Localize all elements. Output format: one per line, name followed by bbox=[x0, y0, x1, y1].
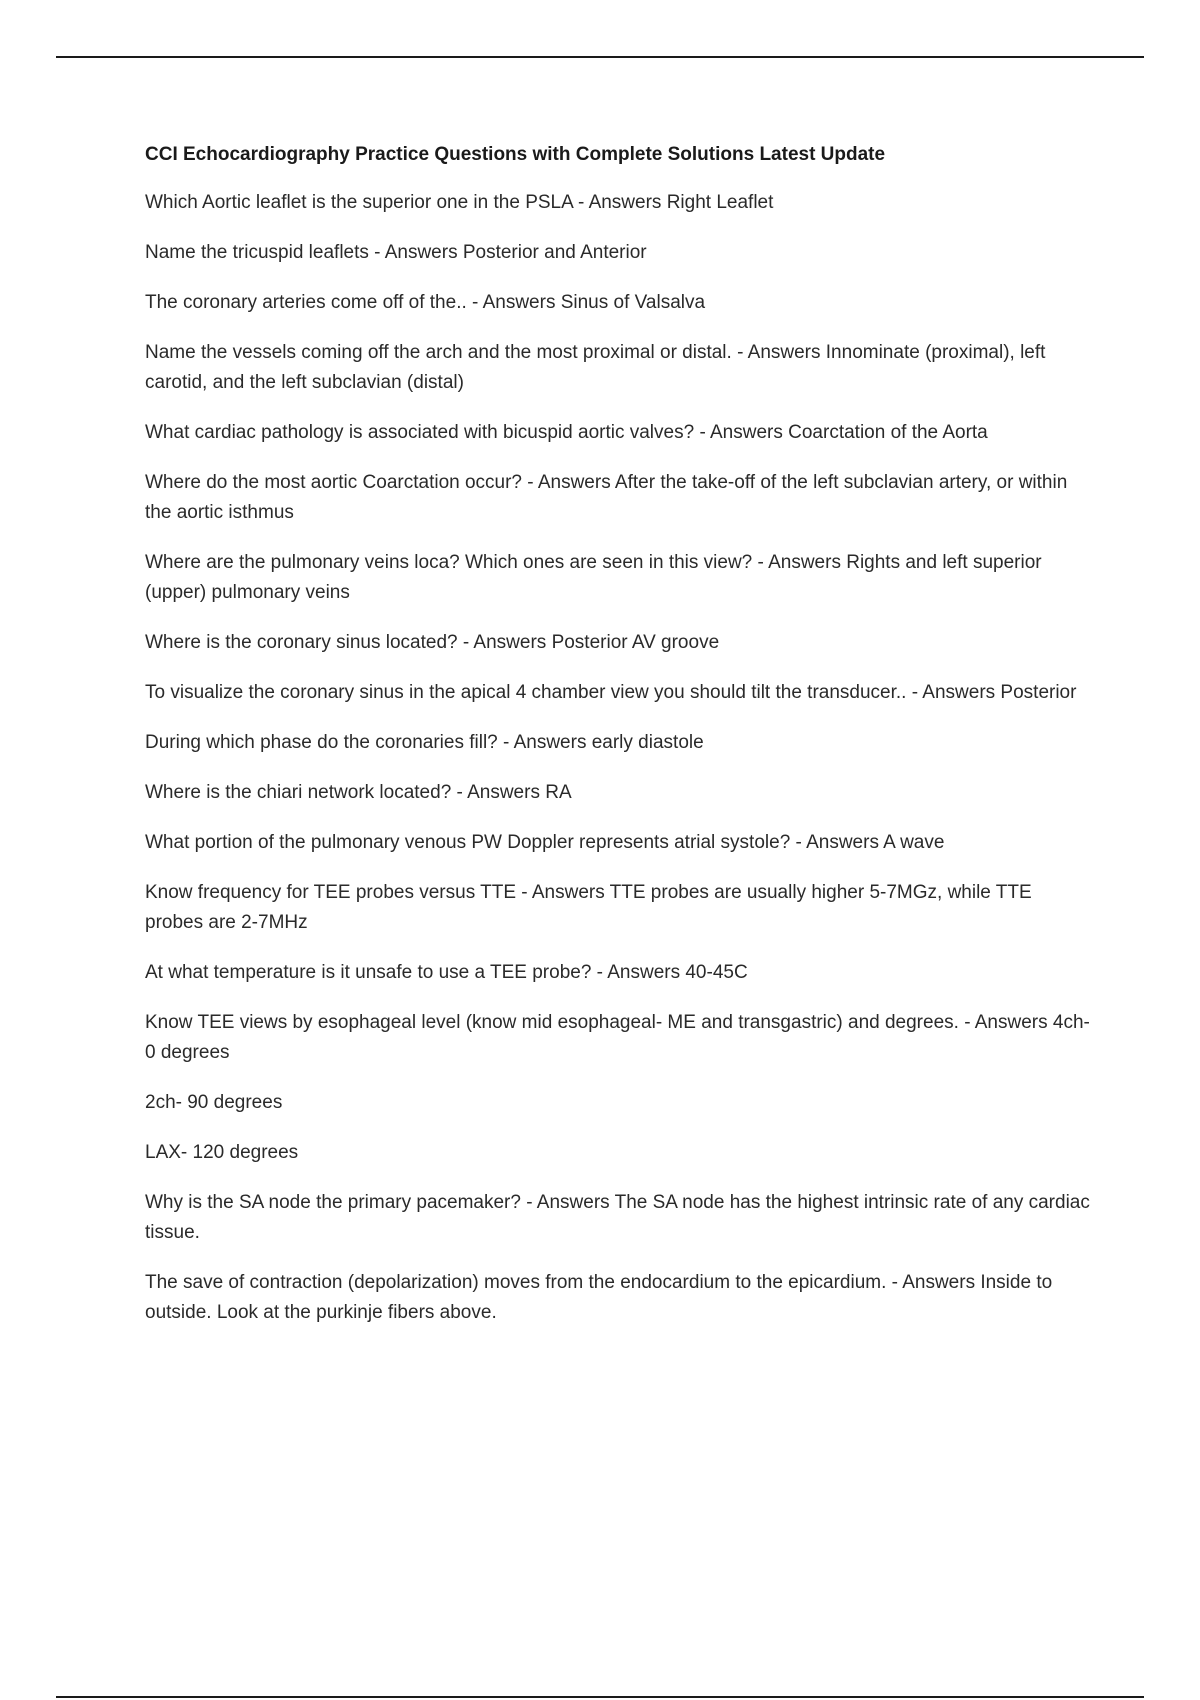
qa-paragraph-8: Where is the coronary sinus located? - Answers Posterior AV groove bbox=[145, 632, 720, 653]
qa-paragraph-3: The coronary arteries come off of the.. - Answers Sinus of Valsalva bbox=[145, 292, 706, 313]
qa-paragraph-16: 2ch- 90 degrees bbox=[145, 1092, 283, 1113]
qa-paragraph-11: Where is the chiari network located? - Answers RA bbox=[145, 782, 572, 803]
qa-paragraph-18: Why is the SA node the primary pacemaker? - Answers The SA node has the highest intrinsic rate of any cardiac tissue. bbox=[145, 1192, 1090, 1243]
bottom-rule bbox=[56, 1696, 1144, 1698]
qa-paragraph-12: What portion of the pulmonary venous PW Doppler represents atrial systole? - Answers A wave bbox=[145, 832, 945, 853]
qa-paragraph-9: To visualize the coronary sinus in the apical 4 chamber view you should tilt the transducer.. - Answers Posterior bbox=[145, 682, 1077, 703]
qa-paragraph-6: Where do the most aortic Coarctation occur? - Answers After the take-off of the left subclavian artery, or within the aortic isthmus bbox=[145, 472, 1068, 523]
qa-paragraph-1: Which Aortic leaflet is the superior one in the PSLA - Answers Right Leaflet bbox=[145, 192, 774, 213]
qa-paragraph-4: Name the vessels coming off the arch and the most proximal or distal. - Answers Innominate (proximal), left carotid, and the left subclavian (distal) bbox=[145, 342, 1046, 393]
document-body bbox=[145, 140, 1090, 1348]
qa-paragraph-15: Know TEE views by esophageal level (know mid esophageal- ME and transgastric) and degrees. - Answers 4ch- 0 degrees bbox=[145, 1012, 1090, 1063]
qa-paragraph-10: During which phase do the coronaries fill? - Answers early diastole bbox=[145, 732, 704, 753]
qa-paragraph-19: The save of contraction (depolarization) moves from the endocardium to the epicardium. - Answers Inside to outside. Look at the purkinje fibers above. bbox=[145, 1272, 1053, 1323]
top-rule bbox=[56, 56, 1144, 58]
qa-paragraph-2: Name the tricuspid leaflets - Answers Posterior and Anterior bbox=[145, 242, 647, 263]
qa-paragraph-7: Where are the pulmonary veins loca? Which ones are seen in this view? - Answers Rights and left superior (upper) pulmonary veins bbox=[145, 552, 1042, 603]
document-title: CCI Echocardiography Practice Questions with Complete Solutions Latest Update bbox=[145, 144, 886, 165]
qa-paragraph-17: LAX- 120 degrees bbox=[145, 1142, 299, 1163]
qa-paragraph-13: Know frequency for TEE probes versus TTE - Answers TTE probes are usually higher 5-7MGz, while TTE probes are 2-7MHz bbox=[145, 882, 1032, 933]
qa-paragraph-5: What cardiac pathology is associated with bicuspid aortic valves? - Answers Coarctation of the Aorta bbox=[145, 422, 988, 443]
qa-paragraph-14: At what temperature is it unsafe to use a TEE probe? - Answers 40-45C bbox=[145, 962, 748, 983]
